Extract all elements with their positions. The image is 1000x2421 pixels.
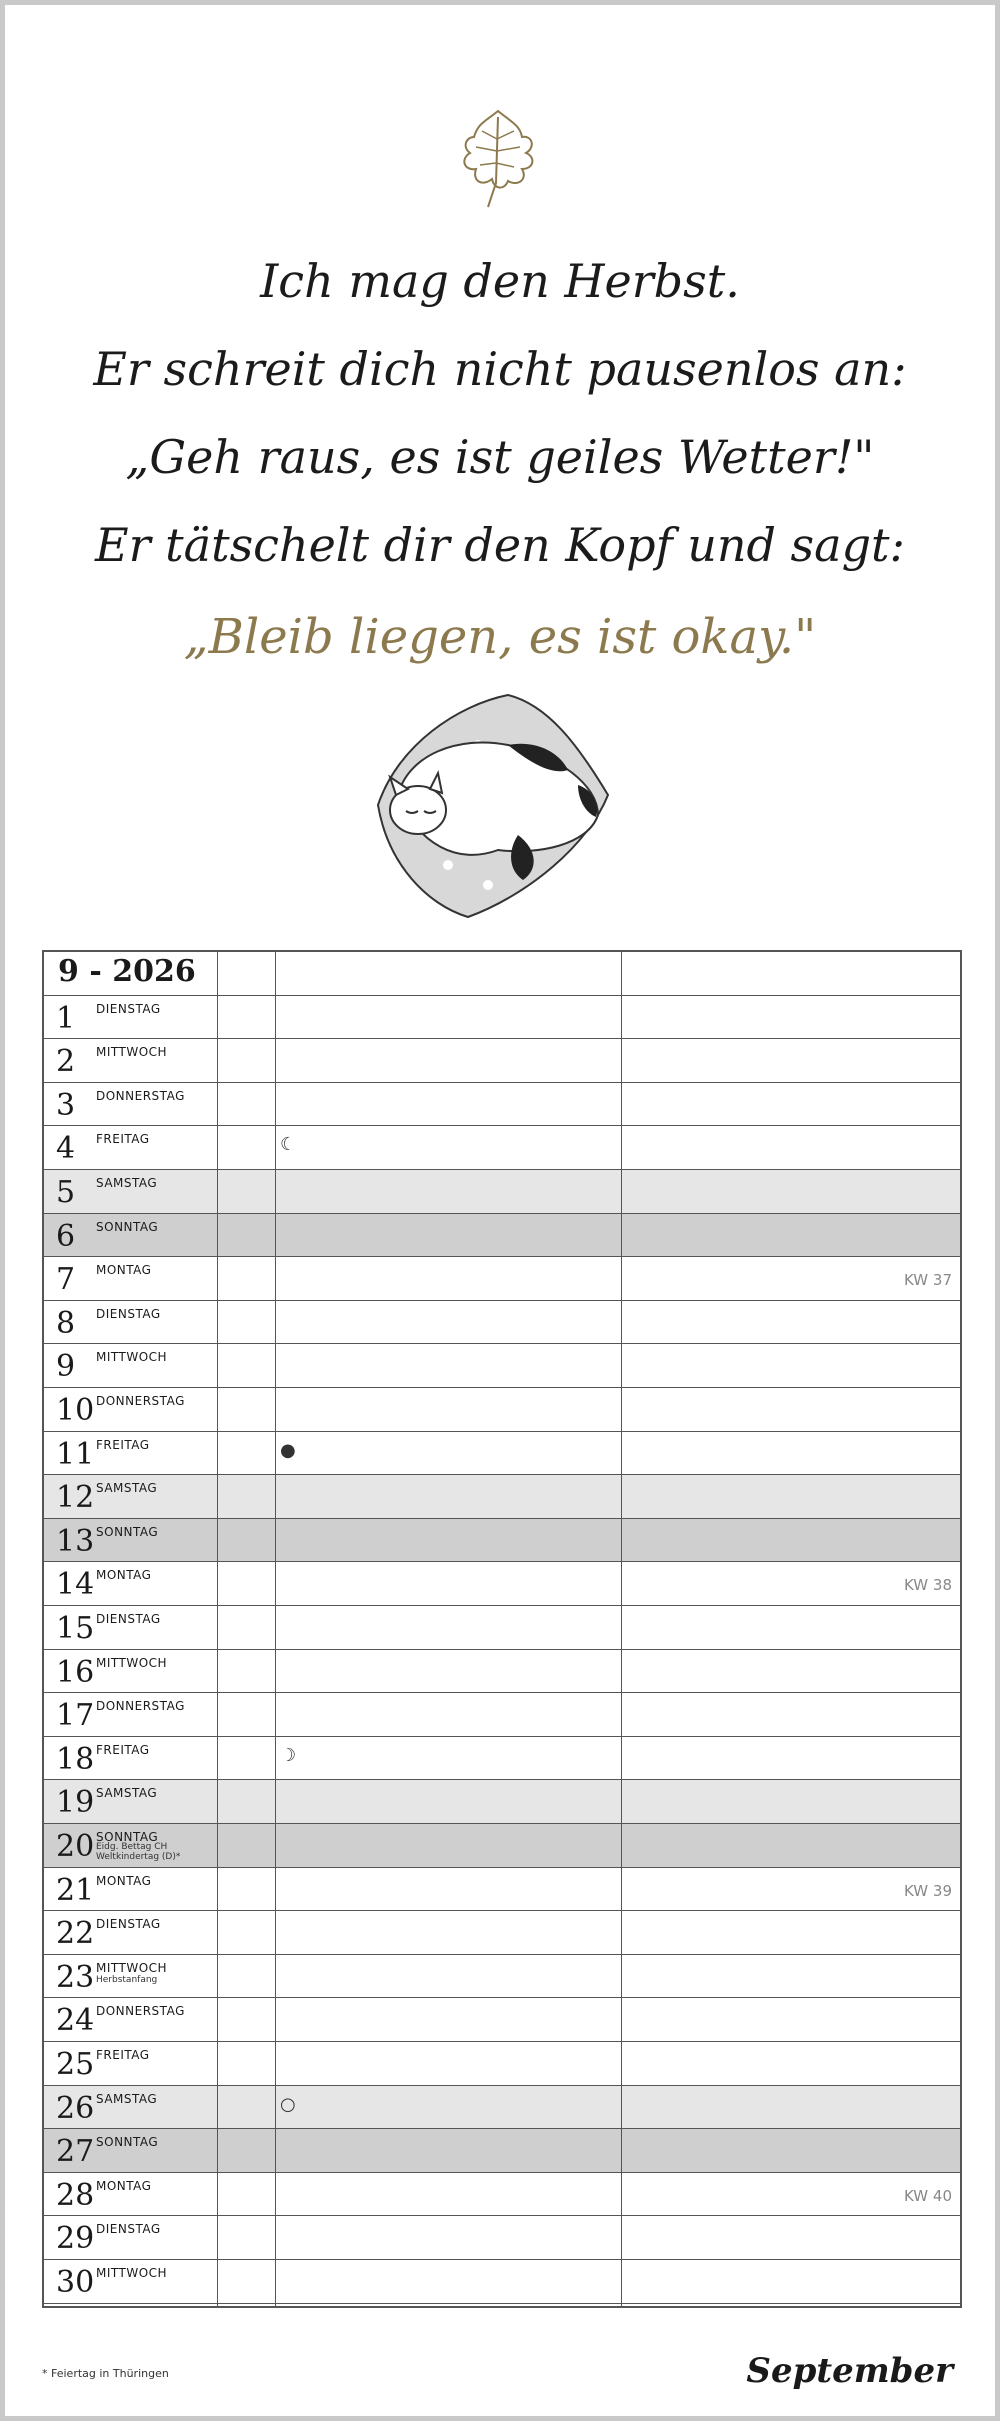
day-row[interactable] — [44, 2129, 960, 2173]
day-note: Herbstanfang — [96, 1974, 158, 1985]
day-row[interactable] — [44, 1911, 960, 1955]
day-cell — [44, 1606, 217, 1649]
day-row[interactable] — [44, 996, 960, 1040]
day-number: 12 — [56, 1480, 95, 1516]
day-row[interactable] — [44, 1126, 960, 1170]
day-row[interactable] — [44, 1519, 960, 1563]
moon-phase-icon: ☾ — [280, 1134, 297, 1156]
day-row[interactable] — [44, 1301, 960, 1345]
quote-line-3: „Geh raus, es ist geiles Wetter!" — [125, 430, 875, 484]
day-number: 27 — [56, 2134, 95, 2170]
day-cell — [44, 1214, 217, 1257]
day-cell — [44, 1737, 217, 1780]
column-divider — [217, 952, 218, 2306]
column-divider — [621, 952, 622, 2306]
weekday-name: SAMSTAG — [96, 1176, 158, 1190]
day-row[interactable] — [44, 1083, 960, 1127]
weekday-name: DIENSTAG — [96, 1612, 161, 1626]
day-cell — [44, 1955, 217, 1998]
month-label: September — [746, 2351, 953, 2391]
weekday-name: SONNTAG — [96, 1830, 159, 1844]
day-row[interactable] — [44, 1388, 960, 1432]
day-row[interactable] — [44, 1170, 960, 1214]
weekday-name: MITTWOCH — [96, 1045, 168, 1060]
weekday-name: DIENSTAG — [96, 1917, 161, 1932]
day-number: 30 — [56, 2265, 95, 2300]
day-number: 5 — [56, 1175, 76, 1210]
day-number: 18 — [56, 1741, 95, 1777]
day-number: 7 — [56, 1262, 76, 1298]
day-number: 2 — [56, 1044, 76, 1080]
weekday-name: SONNTAG — [96, 2135, 159, 2150]
day-row[interactable] — [44, 1344, 960, 1388]
day-number: 23 — [56, 1959, 95, 1995]
weekday-name: SAMSTAG — [96, 1786, 158, 1801]
day-number: 16 — [56, 1654, 95, 1690]
day-cell — [44, 1432, 217, 1475]
weekday-name: FREITAG — [96, 1742, 150, 1757]
footnote: * Feiertag in Thüringen — [42, 2367, 169, 2380]
day-cell — [44, 1039, 217, 1082]
day-cell — [44, 1562, 217, 1605]
weekday-name: SAMSTAG — [96, 2091, 158, 2106]
day-row[interactable] — [44, 1257, 960, 1301]
column-divider — [275, 952, 276, 2306]
day-row[interactable] — [44, 1693, 960, 1737]
weekday-name: MONTAG — [96, 1873, 152, 1888]
weekday-name: MONTAG — [96, 2178, 152, 2193]
day-cell — [44, 996, 217, 1039]
moon-phase-icon: ○ — [280, 2093, 296, 2115]
day-number: 22 — [56, 1916, 95, 1952]
day-number: 3 — [56, 1087, 76, 1123]
quote-line-4: Er tätschelt dir den Kopf und sagt: — [94, 518, 905, 572]
day-row[interactable] — [44, 1998, 960, 2042]
day-cell — [44, 1083, 217, 1126]
day-number: 21 — [56, 1872, 95, 1908]
day-cell — [44, 1344, 217, 1387]
day-row[interactable] — [44, 1432, 960, 1476]
moon-phase-icon: ● — [280, 1439, 296, 1461]
day-note: Weltkindertag (D)* — [96, 1852, 181, 1862]
day-cell — [44, 1170, 217, 1213]
day-cell — [44, 1475, 217, 1518]
weekday-name: SONNTAG — [96, 1219, 159, 1234]
weekday-name: MONTAG — [96, 1263, 152, 1278]
day-number: 25 — [56, 2047, 95, 2082]
day-cell — [44, 1824, 217, 1867]
day-row[interactable] — [44, 1780, 960, 1824]
day-row[interactable] — [44, 1214, 960, 1258]
quote-highlight: „Bleib liegen, es ist okay." — [183, 609, 817, 665]
weekday-name: DIENSTAG — [96, 1306, 161, 1321]
day-row[interactable] — [44, 1475, 960, 1519]
quote-line-1: Ich mag den Herbst. — [260, 254, 740, 308]
day-cell — [44, 1126, 217, 1169]
day-cell — [44, 2086, 217, 2129]
day-number: 28 — [56, 2177, 95, 2213]
day-number: 17 — [56, 1698, 95, 1734]
weekday-name: DIENSTAG — [96, 2222, 161, 2237]
weekday-name: MONTAG — [96, 1568, 152, 1583]
day-cell — [44, 2129, 217, 2172]
day-cell — [44, 2216, 217, 2259]
calendar-week-label: KW 38 — [904, 1576, 952, 1595]
moon-phase-icon: ☽ — [280, 1744, 297, 1766]
day-number: 14 — [56, 1567, 95, 1603]
day-number: 11 — [56, 1436, 95, 1472]
quote-line-2: Er schreit dich nicht pausenlos an: — [93, 342, 907, 396]
oak-leaf-illustration — [448, 103, 548, 215]
weekday-name: DONNERSTAG — [96, 2004, 185, 2019]
day-row[interactable] — [44, 2086, 960, 2130]
day-cell — [44, 1519, 217, 1562]
day-number: 13 — [56, 1523, 95, 1559]
day-cell — [44, 2173, 217, 2216]
weekday-name: DONNERSTAG — [96, 1699, 185, 1714]
day-number: 15 — [56, 1611, 95, 1646]
day-row[interactable] — [44, 2216, 960, 2260]
day-row[interactable] — [44, 2260, 960, 2304]
weekday-name: FREITAG — [96, 1132, 150, 1147]
day-cell — [44, 1780, 217, 1823]
planner-header-row — [44, 952, 960, 996]
day-row[interactable] — [44, 1562, 960, 1606]
calendar-week-label: KW 40 — [904, 2186, 952, 2205]
day-number: 4 — [56, 1131, 76, 1167]
day-row[interactable] — [44, 1039, 960, 1083]
day-number: 8 — [56, 1305, 76, 1341]
day-cell — [44, 1257, 217, 1300]
weekday-name: MITTWOCH — [96, 1350, 168, 1365]
day-number: 6 — [56, 1218, 76, 1254]
day-cell — [44, 1388, 217, 1431]
planner-title: 9 - 2026 — [58, 954, 196, 989]
day-cell — [44, 1650, 217, 1693]
calendar-week-label: KW 39 — [904, 1881, 952, 1900]
day-row[interactable] — [44, 1737, 960, 1781]
day-note: Eidg. Bettag CH — [96, 1842, 168, 1852]
calendar-week-label: KW 37 — [904, 1271, 952, 1290]
day-row[interactable] — [44, 2173, 960, 2217]
day-row[interactable] — [44, 2042, 960, 2086]
calendar-page — [5, 5, 995, 2416]
day-row[interactable] — [44, 1606, 960, 1650]
day-cell — [44, 2260, 217, 2303]
weekday-name: SAMSTAG — [96, 1481, 158, 1496]
day-row[interactable] — [44, 1824, 960, 1868]
day-number: 29 — [56, 2221, 95, 2257]
weekday-name: DIENSTAG — [96, 1001, 161, 1016]
weekday-name: FREITAG — [96, 2048, 150, 2062]
weekday-name: MITTWOCH — [96, 2266, 168, 2280]
weekday-name: MITTWOCH — [96, 1655, 168, 1670]
day-number: 19 — [56, 1785, 95, 1821]
day-cell — [44, 1301, 217, 1344]
day-cell — [44, 1693, 217, 1736]
day-row[interactable] — [44, 1650, 960, 1694]
weekday-name: DONNERSTAG — [96, 1394, 185, 1408]
day-cell — [44, 1911, 217, 1954]
day-number: 26 — [56, 2090, 95, 2126]
day-number: 10 — [56, 1393, 95, 1428]
day-number: 9 — [56, 1349, 76, 1385]
day-cell — [44, 1868, 217, 1911]
weekday-name: DONNERSTAG — [96, 1088, 185, 1103]
monthly-planner-grid — [42, 950, 962, 2308]
day-cell — [44, 1998, 217, 2041]
day-cell — [44, 2042, 217, 2085]
weekday-name: SONNTAG — [96, 1524, 159, 1539]
day-number: 20 — [56, 1829, 95, 1864]
day-number: 24 — [56, 2003, 95, 2039]
weekday-name: MITTWOCH — [96, 1960, 168, 1975]
day-row[interactable] — [44, 1955, 960, 1999]
weekday-name: FREITAG — [96, 1437, 150, 1452]
day-number: 1 — [56, 1000, 76, 1036]
day-row[interactable] — [44, 1868, 960, 1912]
sleeping-cat-illustration — [338, 685, 648, 925]
